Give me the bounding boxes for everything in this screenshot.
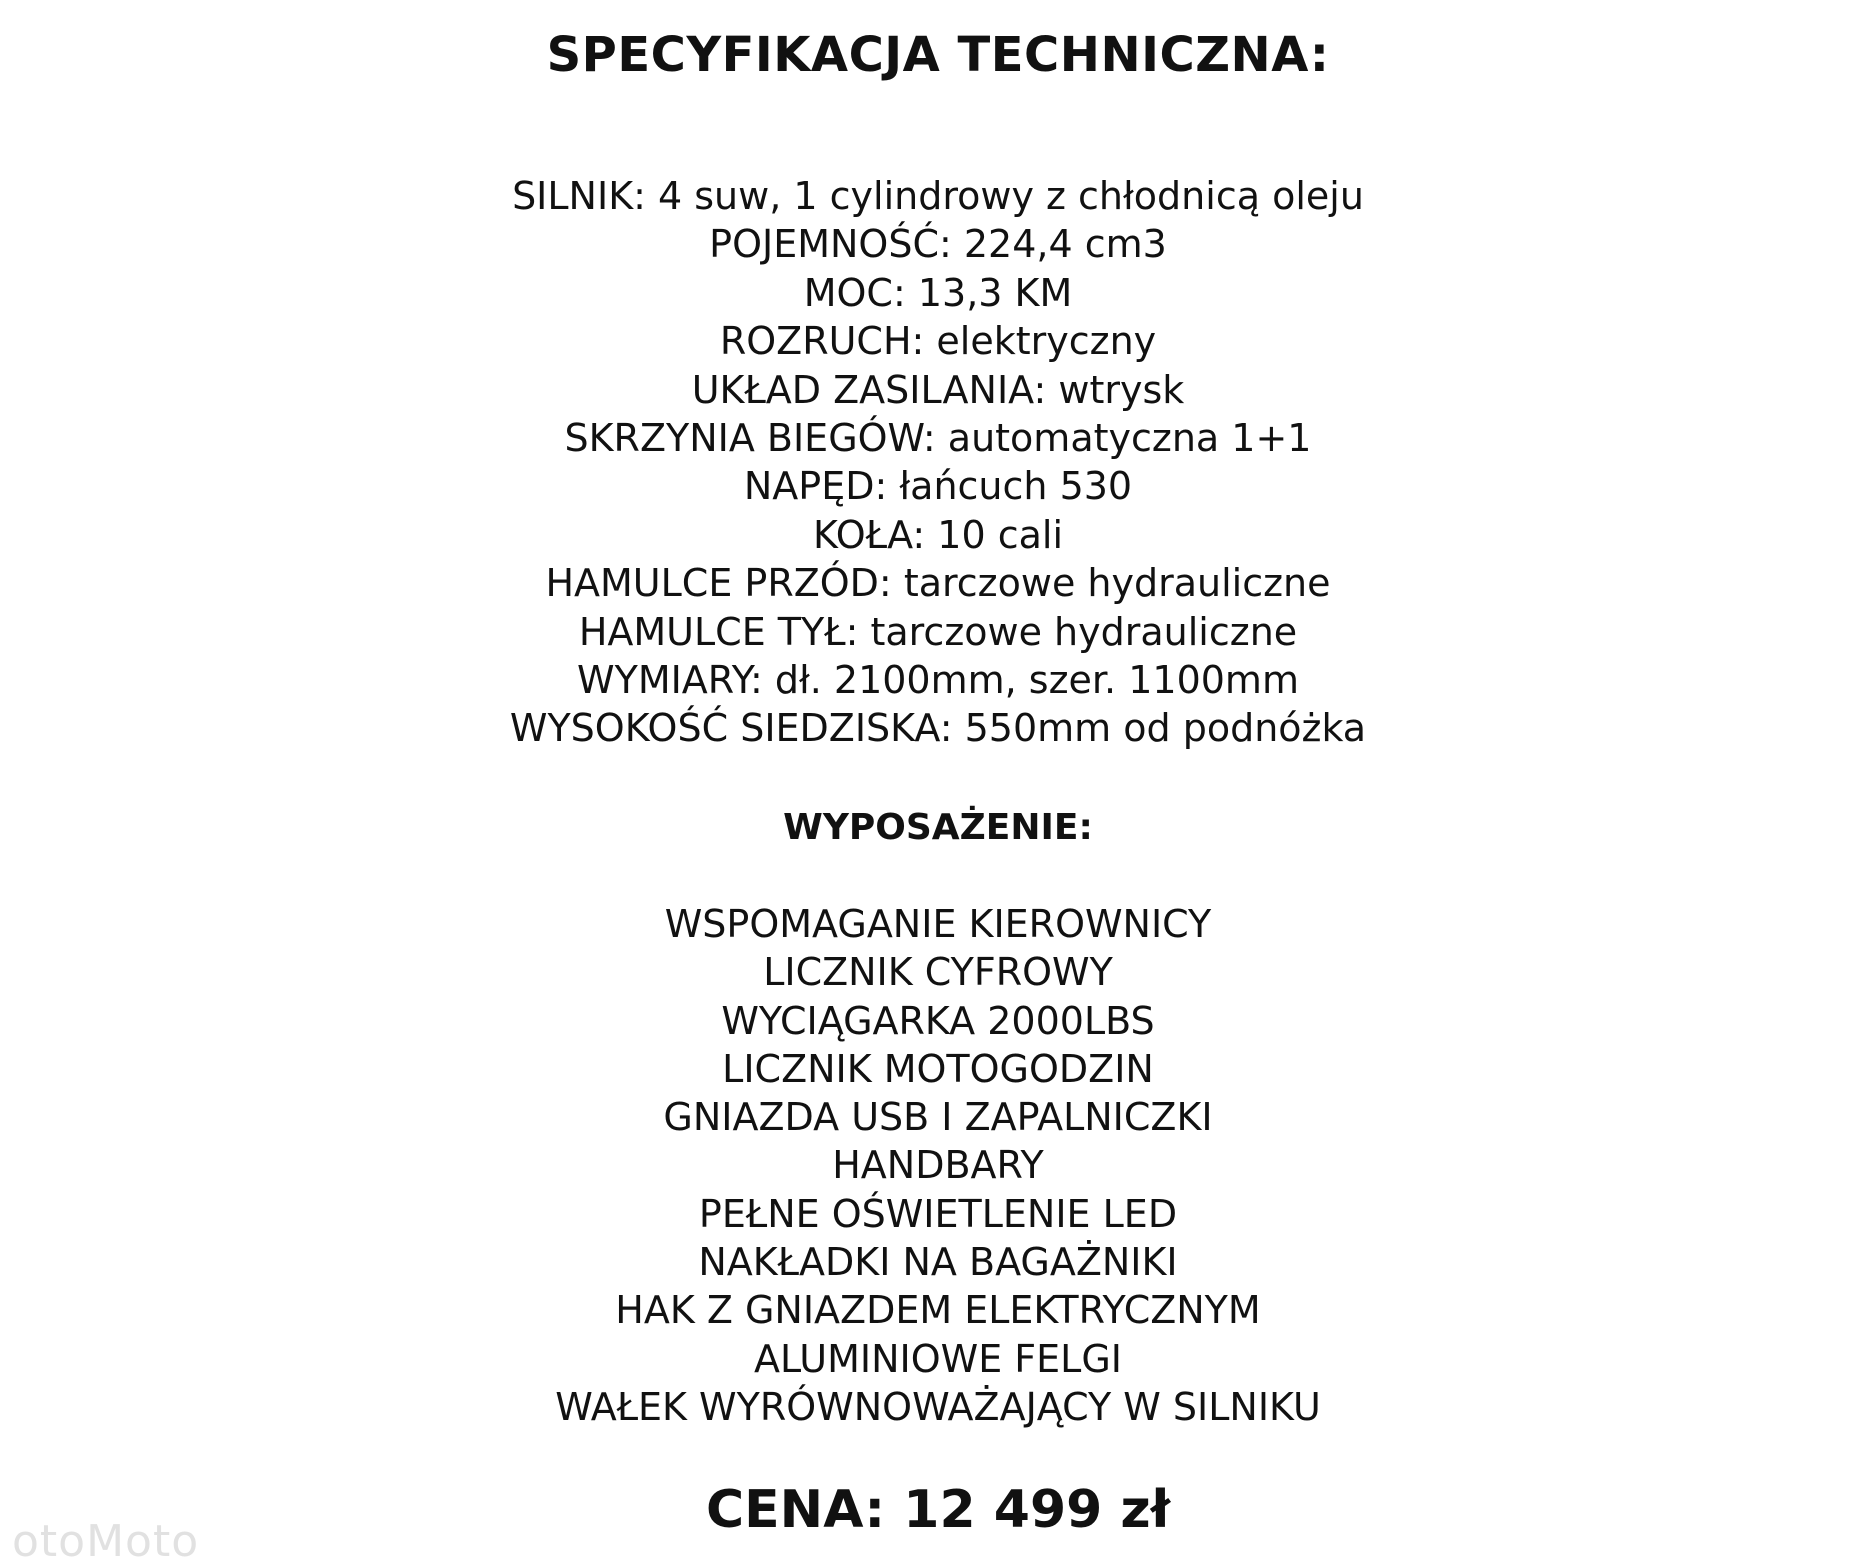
spec-item-dimensions: WYMIARY: dł. 2100mm, szer. 1100mm: [577, 657, 1299, 702]
equipment-item: WSPOMAGANIE KIEROWNICY: [664, 902, 1212, 946]
equipment-list: [0, 900, 1876, 1431]
spec-item-wheels: KOŁA: 10 cali: [812, 512, 1064, 557]
equipment-item: LICZNIK CYFROWY: [763, 950, 1113, 995]
equipment-item: ALUMINIOWE FELGI: [754, 1336, 1122, 1381]
spec-item-seat-height: WYSOKOŚĆ SIEDZISKA: 550mm od podnóżka: [509, 706, 1367, 751]
equipment-item: LICZNIK MOTOGODZIN: [722, 1046, 1154, 1091]
spec-item-displacement: POJEMNOŚĆ: 224,4 cm3: [709, 222, 1167, 267]
page-title: SPECYFIKACJA TECHNICZNA:: [546, 27, 1330, 83]
equipment-item: HAK Z GNIAZDEM ELEKTRYCZNYM: [615, 1288, 1261, 1333]
spec-list: [0, 172, 1876, 753]
price-label: CENA: 12 499 zł: [706, 1480, 1170, 1540]
watermark-logo: otoMoto: [12, 1516, 200, 1567]
spec-item-front-brakes: HAMULCE PRZÓD: tarczowe hydrauliczne: [545, 561, 1331, 606]
spec-item-gearbox: SKRZYNIA BIEGÓW: automatyczna 1+1: [564, 415, 1312, 460]
spec-item-engine: SILNIK: 4 suw, 1 cylindrowy z chłodnicą oleju: [512, 174, 1364, 218]
equipment-item: GNIAZDA USB I ZAPALNICZKI: [663, 1095, 1213, 1140]
spec-item-power: MOC: 13,3 KM: [803, 270, 1073, 315]
equipment-heading: WYPOSAŻENIE:: [783, 807, 1093, 848]
equipment-item: NAKŁADKI NA BAGAŻNIKI: [698, 1240, 1178, 1285]
spec-item-rear-brakes: HAMULCE TYŁ: tarczowe hydrauliczne: [578, 609, 1298, 654]
equipment-item: HANDBARY: [832, 1143, 1044, 1188]
spec-item-drive: NAPĘD: łańcuch 530: [743, 464, 1133, 509]
equipment-item: WYCIĄGARKA 2000LBS: [721, 998, 1155, 1043]
spec-item-starter: ROZRUCH: elektryczny: [719, 319, 1157, 364]
spec-item-fuel-system: UKŁAD ZASILANIA: wtrysk: [691, 367, 1185, 412]
equipment-item: PEŁNE OŚWIETLENIE LED: [698, 1191, 1178, 1236]
equipment-item: WAŁEK WYRÓWNOWAŻAJĄCY W SILNIKU: [555, 1384, 1321, 1429]
